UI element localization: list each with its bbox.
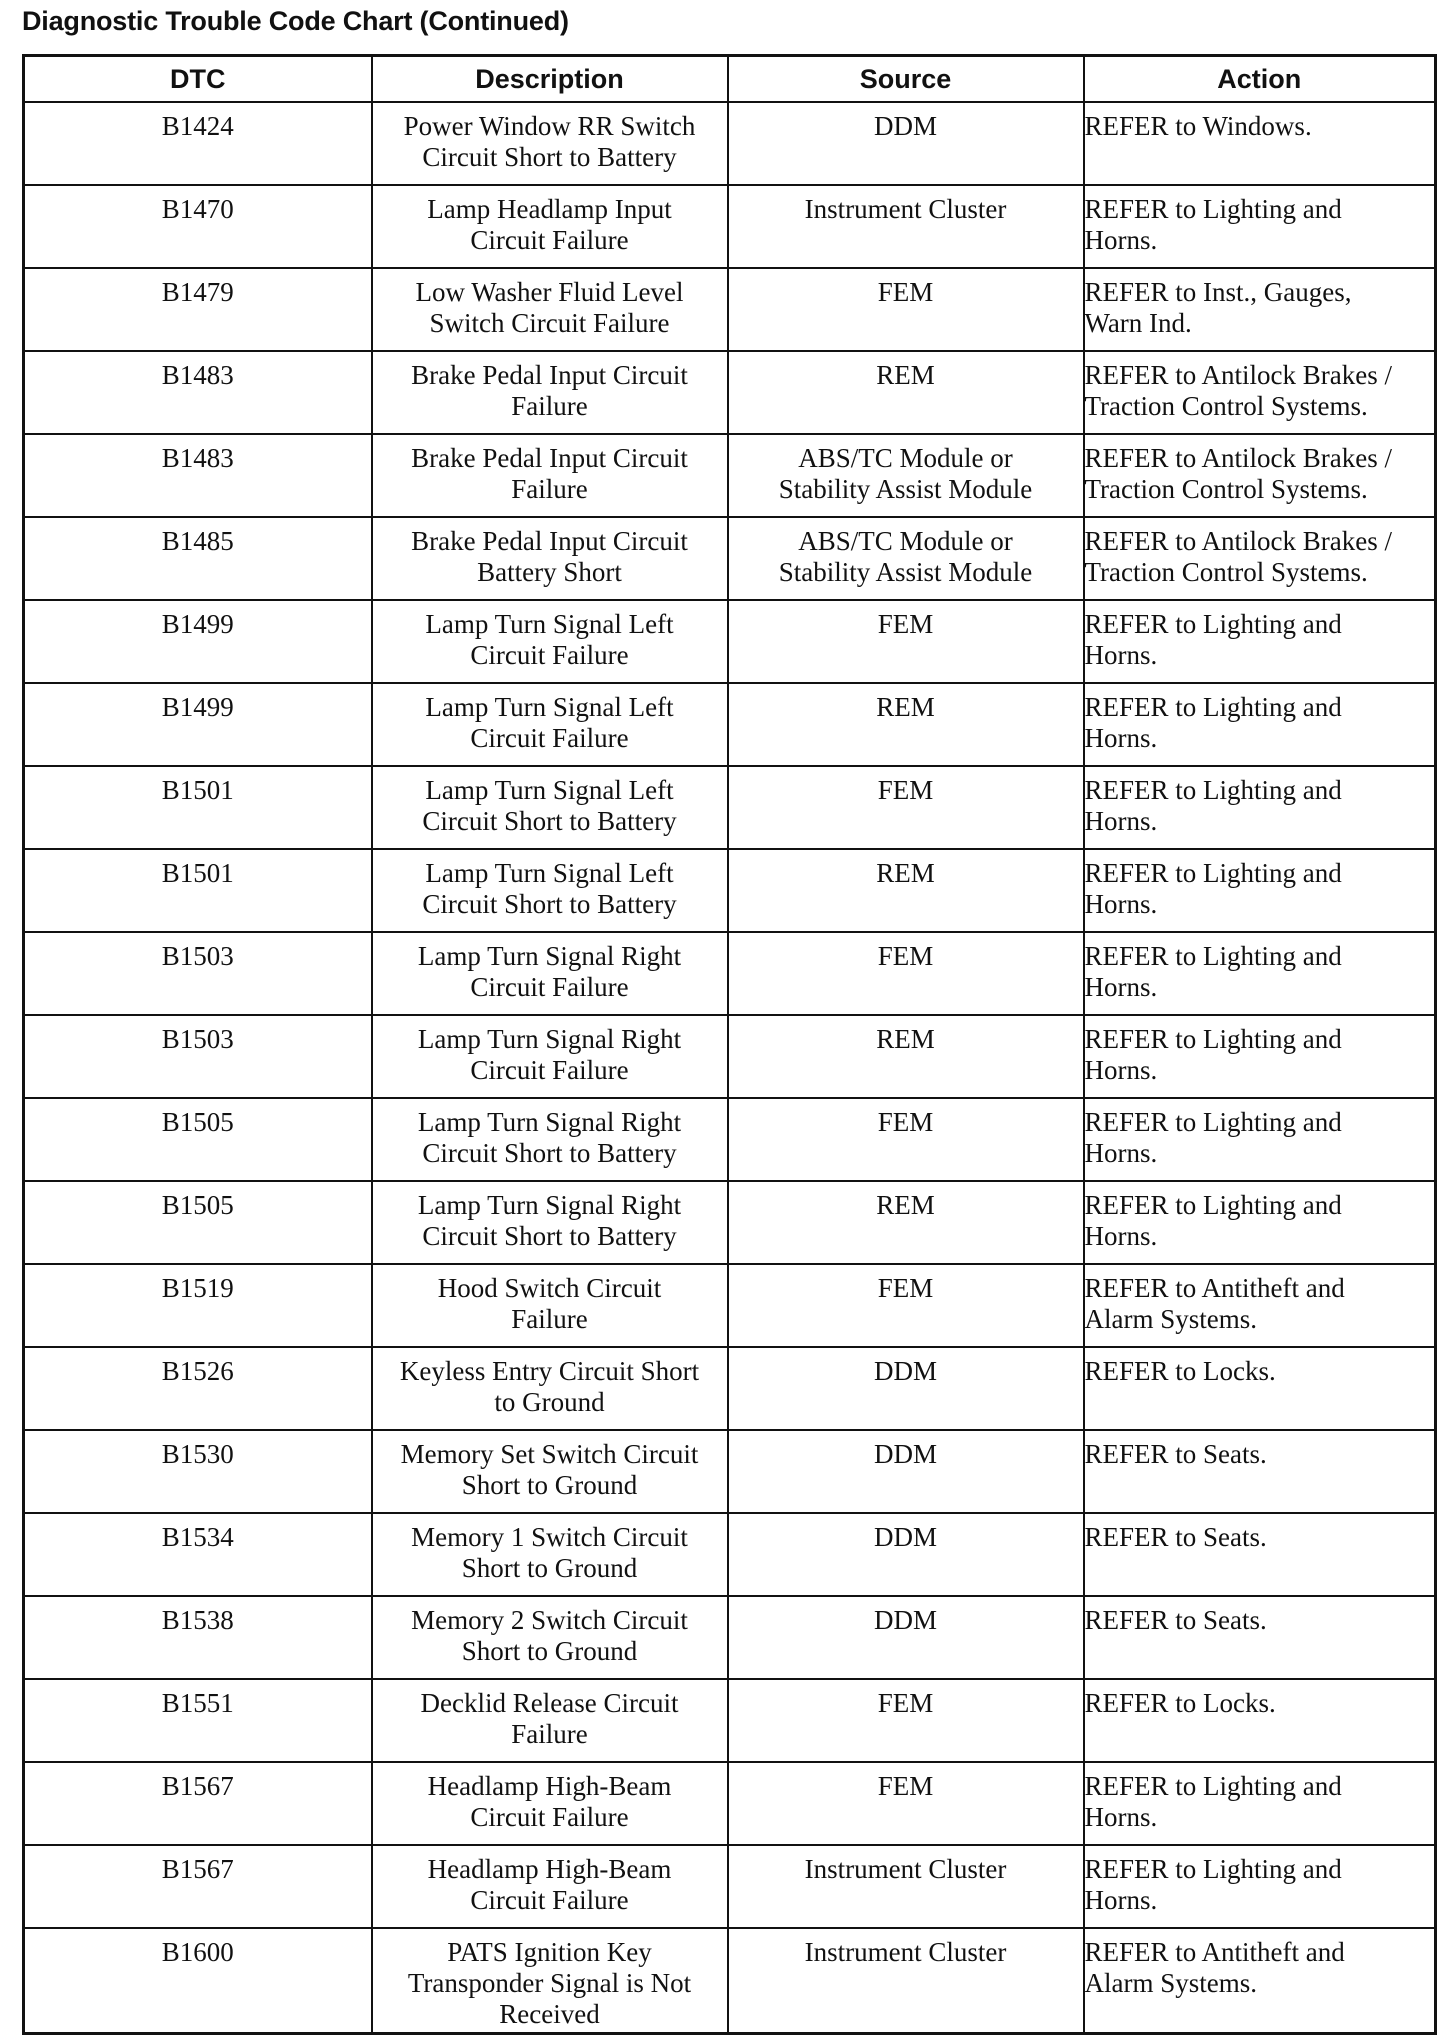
source-cell xyxy=(728,1596,1084,1679)
source-cell xyxy=(728,1015,1084,1098)
dtc-code: B1538 xyxy=(24,1596,372,1679)
source-line: ABS/TC Module or xyxy=(798,443,1013,473)
description-line: Lamp Turn Signal Left xyxy=(425,858,674,888)
action-line: REFER to Lighting and xyxy=(1084,858,1342,888)
description-line: Headlamp High-Beam xyxy=(427,1771,672,1801)
action-cell xyxy=(1084,683,1436,766)
description-line: Transponder Signal is Not xyxy=(407,1968,692,1998)
action-line: REFER to Windows. xyxy=(1084,111,1312,141)
dtc-code: B1479 xyxy=(24,268,372,351)
header-dtc: DTC xyxy=(24,56,372,103)
description-cell xyxy=(372,1430,728,1513)
table-row xyxy=(24,849,1436,932)
description-line: Lamp Turn Signal Right xyxy=(417,941,682,971)
action-line: REFER to Lighting and xyxy=(1084,775,1342,805)
description-line: Headlamp High-Beam xyxy=(427,1854,672,1884)
action-line: REFER to Seats. xyxy=(1084,1439,1267,1469)
table-row xyxy=(24,1845,1436,1928)
dtc-code: B1530 xyxy=(24,1430,372,1513)
description-line: PATS Ignition Key xyxy=(447,1937,652,1967)
action-cell xyxy=(1084,517,1436,600)
dtc-code: B1505 xyxy=(24,1181,372,1264)
source-line: Instrument Cluster xyxy=(804,1937,1007,1967)
source-cell xyxy=(728,1264,1084,1347)
action-line: Traction Control Systems. xyxy=(1084,474,1368,504)
dtc-code: B1551 xyxy=(24,1679,372,1762)
action-line: Horns. xyxy=(1084,1802,1158,1832)
description-cell xyxy=(372,268,728,351)
action-cell xyxy=(1084,1098,1436,1181)
dtc-code: B1567 xyxy=(24,1762,372,1845)
table-row xyxy=(24,434,1436,517)
source-line: FEM xyxy=(877,1771,934,1801)
table-row xyxy=(24,600,1436,683)
dtc-table xyxy=(22,54,1437,2035)
description-cell xyxy=(372,1347,728,1430)
table-row xyxy=(24,1679,1436,1762)
source-line: DDM xyxy=(873,1605,937,1635)
action-cell xyxy=(1084,102,1436,185)
dtc-code: B1485 xyxy=(24,517,372,600)
description-line: Failure xyxy=(511,1304,588,1334)
action-line: REFER to Lighting and xyxy=(1084,1190,1342,1220)
description-line: Circuit Failure xyxy=(470,972,629,1002)
action-line: Horns. xyxy=(1084,723,1158,753)
source-line: REM xyxy=(876,1024,935,1054)
description-cell xyxy=(372,1098,728,1181)
source-cell xyxy=(728,1513,1084,1596)
description-line: Short to Ground xyxy=(461,1470,638,1500)
source-line: FEM xyxy=(877,1688,934,1718)
source-cell xyxy=(728,1430,1084,1513)
action-cell xyxy=(1084,766,1436,849)
action-cell xyxy=(1084,1430,1436,1513)
table-row xyxy=(24,268,1436,351)
action-line: REFER to Lighting and xyxy=(1084,941,1342,971)
dtc-code: B1499 xyxy=(24,683,372,766)
description-cell xyxy=(372,1845,728,1928)
dtc-code: B1470 xyxy=(24,185,372,268)
description-cell xyxy=(372,434,728,517)
source-line: REM xyxy=(876,692,935,722)
description-line: Circuit Short to Battery xyxy=(422,142,677,172)
action-line: Horns. xyxy=(1084,1055,1158,1085)
action-cell xyxy=(1084,1347,1436,1430)
source-cell xyxy=(728,1762,1084,1845)
dtc-code: B1483 xyxy=(24,434,372,517)
description-line: Circuit Failure xyxy=(470,640,629,670)
source-cell xyxy=(728,932,1084,1015)
table-body xyxy=(24,102,1436,2034)
source-cell xyxy=(728,268,1084,351)
dtc-code: B1424 xyxy=(24,102,372,185)
action-line: REFER to Locks. xyxy=(1084,1356,1276,1386)
action-line: REFER to Lighting and xyxy=(1084,1024,1342,1054)
description-line: Power Window RR Switch xyxy=(403,111,696,141)
description-cell xyxy=(372,766,728,849)
description-line: Failure xyxy=(511,474,588,504)
source-line: Stability Assist Module xyxy=(778,557,1033,587)
source-cell xyxy=(728,1098,1084,1181)
description-line: Circuit Failure xyxy=(470,1802,629,1832)
header-action: Action xyxy=(1084,56,1436,103)
description-line: Lamp Turn Signal Left xyxy=(425,692,674,722)
action-cell xyxy=(1084,1015,1436,1098)
source-cell xyxy=(728,1181,1084,1264)
action-cell xyxy=(1084,268,1436,351)
dtc-code: B1501 xyxy=(24,766,372,849)
table-row xyxy=(24,102,1436,185)
action-line: REFER to Locks. xyxy=(1084,1688,1276,1718)
description-line: Circuit Short to Battery xyxy=(422,1138,677,1168)
source-cell xyxy=(728,683,1084,766)
description-line: Short to Ground xyxy=(461,1553,638,1583)
action-line: REFER to Lighting and xyxy=(1084,1854,1342,1884)
description-cell xyxy=(372,849,728,932)
description-cell xyxy=(372,102,728,185)
header-source: Source xyxy=(728,56,1084,103)
source-line: FEM xyxy=(877,775,934,805)
description-line: Switch Circuit Failure xyxy=(429,308,670,338)
action-line: Horns. xyxy=(1084,972,1158,1002)
description-line: Decklid Release Circuit xyxy=(420,1688,679,1718)
action-line: REFER to Lighting and xyxy=(1084,1771,1342,1801)
source-cell xyxy=(728,1928,1084,2034)
table-row xyxy=(24,1430,1436,1513)
source-line: REM xyxy=(876,1190,935,1220)
description-line: Battery Short xyxy=(477,557,622,587)
action-line: REFER to Inst., Gauges, xyxy=(1084,277,1352,307)
description-line: Circuit Failure xyxy=(470,225,629,255)
action-line: Warn Ind. xyxy=(1084,308,1192,338)
table-row xyxy=(24,185,1436,268)
action-line: Horns. xyxy=(1084,640,1158,670)
action-line: REFER to Lighting and xyxy=(1084,1107,1342,1137)
description-cell xyxy=(372,932,728,1015)
description-line: Lamp Turn Signal Left xyxy=(425,775,674,805)
source-cell xyxy=(728,102,1084,185)
action-line: Horns. xyxy=(1084,1885,1158,1915)
description-line: Low Washer Fluid Level xyxy=(415,277,684,307)
description-line: Circuit Short to Battery xyxy=(422,806,677,836)
source-line: DDM xyxy=(873,111,937,141)
action-cell xyxy=(1084,434,1436,517)
source-cell xyxy=(728,849,1084,932)
description-line: Brake Pedal Input Circuit xyxy=(411,360,688,390)
description-line: Lamp Turn Signal Right xyxy=(417,1107,682,1137)
description-line: Brake Pedal Input Circuit xyxy=(411,526,688,556)
description-line: Circuit Failure xyxy=(470,723,629,753)
description-line: Circuit Short to Battery xyxy=(422,889,677,919)
action-cell xyxy=(1084,1928,1436,2034)
table-header-row xyxy=(24,56,1436,103)
source-line: FEM xyxy=(877,941,934,971)
description-line: Brake Pedal Input Circuit xyxy=(411,443,688,473)
description-cell xyxy=(372,1596,728,1679)
table-row xyxy=(24,1098,1436,1181)
dtc-code: B1526 xyxy=(24,1347,372,1430)
action-cell xyxy=(1084,849,1436,932)
action-line: REFER to Lighting and xyxy=(1084,692,1342,722)
dtc-code: B1505 xyxy=(24,1098,372,1181)
source-cell xyxy=(728,1845,1084,1928)
action-line: REFER to Antilock Brakes / xyxy=(1084,360,1392,390)
description-cell xyxy=(372,683,728,766)
table-row xyxy=(24,517,1436,600)
action-line: Horns. xyxy=(1084,1138,1158,1168)
source-line: FEM xyxy=(877,1107,934,1137)
description-cell xyxy=(372,1181,728,1264)
source-line: REM xyxy=(876,360,935,390)
action-line: Horns. xyxy=(1084,806,1158,836)
action-line: REFER to Antilock Brakes / xyxy=(1084,526,1392,556)
dtc-code: B1503 xyxy=(24,1015,372,1098)
description-cell xyxy=(372,517,728,600)
source-cell xyxy=(728,434,1084,517)
description-cell xyxy=(372,1264,728,1347)
description-line: Memory 2 Switch Circuit xyxy=(411,1605,688,1635)
action-line: Traction Control Systems. xyxy=(1084,391,1368,421)
action-line: REFER to Lighting and xyxy=(1084,609,1342,639)
dtc-code: B1534 xyxy=(24,1513,372,1596)
action-line: Horns. xyxy=(1084,1221,1158,1251)
table-row xyxy=(24,1264,1436,1347)
source-line: REM xyxy=(876,858,935,888)
source-line: FEM xyxy=(877,277,934,307)
action-cell xyxy=(1084,1762,1436,1845)
description-line: Short to Ground xyxy=(461,1636,638,1666)
source-cell xyxy=(728,1347,1084,1430)
description-line: Received xyxy=(499,1999,600,2029)
description-line: Lamp Turn Signal Right xyxy=(417,1190,682,1220)
description-line: Memory Set Switch Circuit xyxy=(400,1439,699,1469)
action-line: Horns. xyxy=(1084,225,1158,255)
source-line: Instrument Cluster xyxy=(804,194,1007,224)
description-cell xyxy=(372,1928,728,2034)
description-cell xyxy=(372,1015,728,1098)
source-line: Stability Assist Module xyxy=(778,474,1033,504)
description-line: Circuit Failure xyxy=(470,1885,629,1915)
dtc-code: B1501 xyxy=(24,849,372,932)
table-row xyxy=(24,351,1436,434)
dtc-code: B1483 xyxy=(24,351,372,434)
description-line: Hood Switch Circuit xyxy=(437,1273,662,1303)
source-cell xyxy=(728,1679,1084,1762)
action-cell xyxy=(1084,1264,1436,1347)
action-cell xyxy=(1084,185,1436,268)
description-line: Circuit Failure xyxy=(470,1055,629,1085)
source-line: Instrument Cluster xyxy=(804,1854,1007,1884)
description-line: Failure xyxy=(511,1719,588,1749)
dtc-code: B1499 xyxy=(24,600,372,683)
dtc-code: B1503 xyxy=(24,932,372,1015)
action-cell xyxy=(1084,351,1436,434)
description-cell xyxy=(372,351,728,434)
action-cell xyxy=(1084,932,1436,1015)
action-line: Alarm Systems. xyxy=(1084,1304,1257,1334)
source-line: FEM xyxy=(877,1273,934,1303)
source-cell xyxy=(728,517,1084,600)
action-cell xyxy=(1084,600,1436,683)
action-cell xyxy=(1084,1845,1436,1928)
action-line: Horns. xyxy=(1084,889,1158,919)
table-row xyxy=(24,1015,1436,1098)
description-line: Circuit Short to Battery xyxy=(422,1221,677,1251)
table-row xyxy=(24,683,1436,766)
dtc-code: B1600 xyxy=(24,1928,372,2034)
page-title: Diagnostic Trouble Code Chart (Continued) xyxy=(22,6,569,36)
action-line: Alarm Systems. xyxy=(1084,1968,1257,1998)
description-line: Memory 1 Switch Circuit xyxy=(411,1522,688,1552)
action-line: REFER to Lighting and xyxy=(1084,194,1342,224)
source-line: FEM xyxy=(877,609,934,639)
description-cell xyxy=(372,1762,728,1845)
source-line: DDM xyxy=(873,1356,937,1386)
table-row xyxy=(24,1181,1436,1264)
description-line: Lamp Headlamp Input xyxy=(427,194,672,224)
action-cell xyxy=(1084,1181,1436,1264)
source-line: ABS/TC Module or xyxy=(798,526,1013,556)
source-cell xyxy=(728,600,1084,683)
header-description: Description xyxy=(372,56,728,103)
action-line: REFER to Antilock Brakes / xyxy=(1084,443,1392,473)
description-line: to Ground xyxy=(494,1387,605,1417)
source-cell xyxy=(728,185,1084,268)
action-line: REFER to Antitheft and xyxy=(1084,1937,1345,1967)
source-line: DDM xyxy=(873,1439,937,1469)
source-cell xyxy=(728,351,1084,434)
description-line: Keyless Entry Circuit Short xyxy=(399,1356,700,1386)
table-row xyxy=(24,1596,1436,1679)
action-line: Traction Control Systems. xyxy=(1084,557,1368,587)
action-cell xyxy=(1084,1513,1436,1596)
action-line: REFER to Seats. xyxy=(1084,1522,1267,1552)
description-cell xyxy=(372,1513,728,1596)
description-cell xyxy=(372,600,728,683)
table-row xyxy=(24,1513,1436,1596)
action-line: REFER to Seats. xyxy=(1084,1605,1267,1635)
table-row xyxy=(24,1928,1436,2034)
dtc-code: B1519 xyxy=(24,1264,372,1347)
table-row xyxy=(24,932,1436,1015)
description-line: Lamp Turn Signal Left xyxy=(425,609,674,639)
action-cell xyxy=(1084,1596,1436,1679)
description-line: Lamp Turn Signal Right xyxy=(417,1024,682,1054)
table-row xyxy=(24,1762,1436,1845)
source-cell xyxy=(728,766,1084,849)
action-line: REFER to Antitheft and xyxy=(1084,1273,1345,1303)
description-line: Failure xyxy=(511,391,588,421)
source-line: DDM xyxy=(873,1522,937,1552)
description-cell xyxy=(372,185,728,268)
table-row xyxy=(24,766,1436,849)
description-cell xyxy=(372,1679,728,1762)
action-cell xyxy=(1084,1679,1436,1762)
table-row xyxy=(24,1347,1436,1430)
dtc-code: B1567 xyxy=(24,1845,372,1928)
